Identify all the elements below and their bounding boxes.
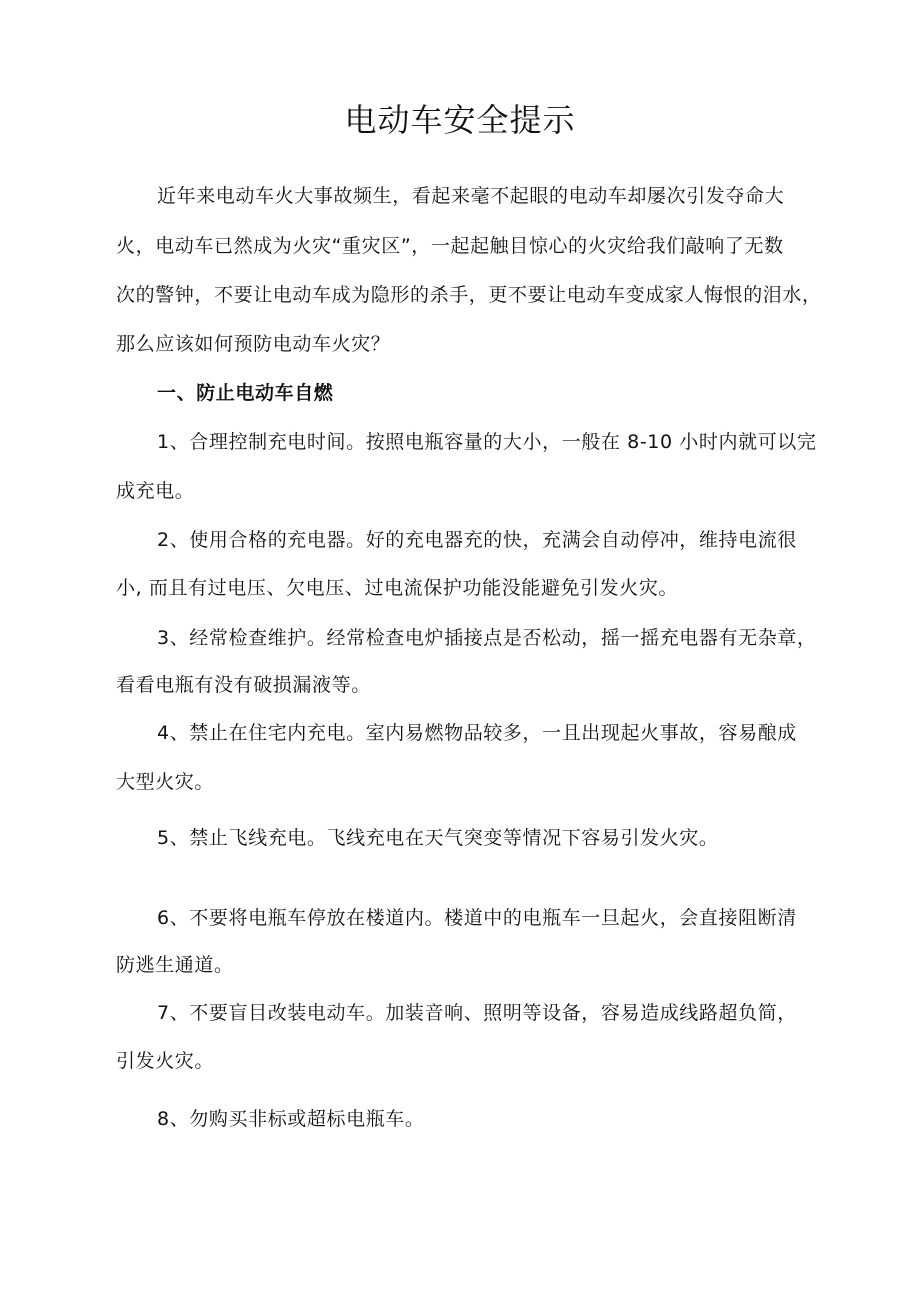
list-item-line: 大型火灾。 (116, 771, 215, 793)
list-item-line: 6、不要将电瓶车停放在楼道内。楼道中的电瓶车一旦起火，会直接阻断清 (157, 907, 797, 929)
section-heading: 一、防止电动车自燃 (157, 382, 334, 404)
list-item-line: 引发火灾。 (116, 1050, 215, 1072)
list-item-line: 4、禁止在住宅内充电。室内易燃物品较多，一且出现起火事故，容易酿成 (157, 722, 797, 744)
list-item-line: 成充电。 (116, 480, 195, 502)
list-item-line: 5、禁止飞线充电。飞线充电在天气突变等情况下容易引发火灾。 (157, 827, 719, 849)
list-item-line: 8、勿购买非标或超标电瓶车。 (157, 1108, 425, 1130)
intro-line: 火，电动车已然成为火灾“重灾区”，一起起触目惊心的火灾给我们敲响了无数 (116, 235, 784, 257)
list-item-line: 防逃生通道。 (116, 954, 234, 976)
list-item-line: 7、不要盲目改装电动车。加装音响、照明等设备，容易造成线路超负简， (157, 1002, 797, 1024)
list-item-line: 看看电瓶有没有破损漏液等。 (116, 674, 371, 696)
intro-line: 近年来电动车火大事故频生，看起来毫不起眼的电动车却屡次引发夺命大 (157, 185, 785, 207)
list-item-line: 1、合理控制充电时间。按照电瓶容量的大小，一般在 8-10 小时内就可以完 (157, 431, 817, 453)
intro-line: 次的警钟，不要让电动车成为隐形的杀手，更不要让电动车变成家人悔恨的泪水， (116, 284, 822, 306)
intro-line: 那么应该如何预防电动车火灾？ (116, 333, 391, 355)
list-item-line: 2、使用合格的充电器。好的充电器充的快，充满会自动停冲，维持电流很 (157, 529, 797, 551)
list-item-line: 3、经常检查维护。经常检查电炉插接点是否松动，摇一摇充电器有无杂章， (157, 627, 817, 649)
page-title: 电动车安全提示 (344, 101, 576, 139)
list-item-line: 小, 而且有过电压、欠电压、过电流保护功能没能避免引发火灾。 (116, 577, 679, 599)
